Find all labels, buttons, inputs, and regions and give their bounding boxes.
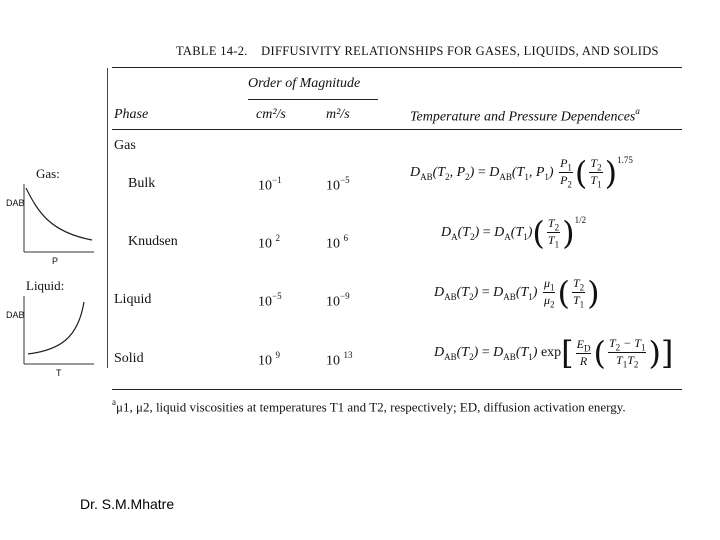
row-bulk-phase: Bulk <box>128 176 156 191</box>
gas-plot-title: Gas: <box>36 166 60 181</box>
header-dependence-text: Temperature and Pressure Dependences <box>410 109 636 125</box>
row-knudsen-phase: Knudsen <box>128 234 178 249</box>
table-footnote <box>112 398 626 415</box>
author-credit: Dr. S.M.Mhatre <box>80 496 175 512</box>
row-solid-m: 10 $^{13}$ <box>326 350 353 369</box>
footnote-text: μ1, μ2, liquid viscosities at temperatures T1 and T2, respectively; ED, diffusion activation energy. <box>116 399 626 415</box>
row-solid-cm: 10 $^9$ <box>258 350 280 369</box>
group-header: Order of Magnitude <box>248 76 361 91</box>
row-knudsen-m: 10 $^6$ <box>326 233 348 252</box>
footnote-mark: a <box>112 397 116 407</box>
group-header-rule <box>248 99 378 100</box>
row-knudsen-cm: 10 $^2$ <box>258 233 280 252</box>
row-liquid-equation: $D_{AB}(T_2) = D_{AB}(T_1)$ $\frac{\mu_1}{\mu_2}$ ( $\frac{T_2}{T_1}$ ) <box>434 273 600 312</box>
row-knudsen-equation: $D_A(T_2) = D_A(T_1)$( $\frac{T_2}{T_1}$ )$^{1/2}$ <box>441 213 587 252</box>
liquid-plot-title: Liquid: <box>26 278 65 293</box>
row-solid-phase: Solid <box>114 351 144 366</box>
bottom-rule <box>112 389 682 390</box>
gas-plot <box>20 182 96 256</box>
header-m2s: m²/s <box>326 107 350 122</box>
row-bulk-cm: $10^{-1}$ <box>258 175 282 194</box>
header-cm2s: cm²/s <box>256 107 286 122</box>
header-phase: Phase <box>114 107 149 122</box>
table-title-text: DIFFUSIVITY RELATIONSHIPS FOR GASES, LIQUIDS, AND SOLIDS <box>261 44 659 58</box>
row-liquid-cm: $10^{-5}$ <box>258 291 282 310</box>
row-bulk-m: $10^{-5}$ <box>326 175 350 194</box>
liquid-plot-ylabel: DAB <box>6 310 25 320</box>
gas-plot-xlabel: P <box>52 256 59 266</box>
section-gas: Gas <box>114 138 136 153</box>
left-rule <box>107 68 108 368</box>
liquid-plot-xlabel: T <box>56 368 62 378</box>
row-liquid-m: $10^{-9}$ <box>326 291 350 310</box>
gas-plot-curve <box>26 188 92 240</box>
row-liquid-phase: Liquid <box>114 292 152 307</box>
header-dependence <box>410 107 640 126</box>
header-dependence-mark: a <box>635 106 640 116</box>
header-rule <box>112 129 682 130</box>
gas-plot-ylabel: DAB <box>6 198 25 208</box>
table-number: TABLE 14-2. <box>176 44 248 58</box>
row-solid-equation: $D_{AB}(T_2) = D_{AB}(T_1)$ exp[ $\frac{E_D}{R}$ ( $\frac{T_2 - T_1}{T_1T_2}$ )] <box>434 333 674 372</box>
row-bulk-equation: $D_{AB}(T_2$, $P_2) = D_{AB}(T_1$, $P_1$) $\frac{P_1}{P_2}$ ( $\frac{T_2}{T_1}$ )$^{1.75}$ <box>410 153 633 192</box>
top-rule <box>112 67 682 68</box>
liquid-plot-curve <box>28 302 84 354</box>
table-title <box>176 44 659 59</box>
liquid-plot <box>20 294 96 368</box>
